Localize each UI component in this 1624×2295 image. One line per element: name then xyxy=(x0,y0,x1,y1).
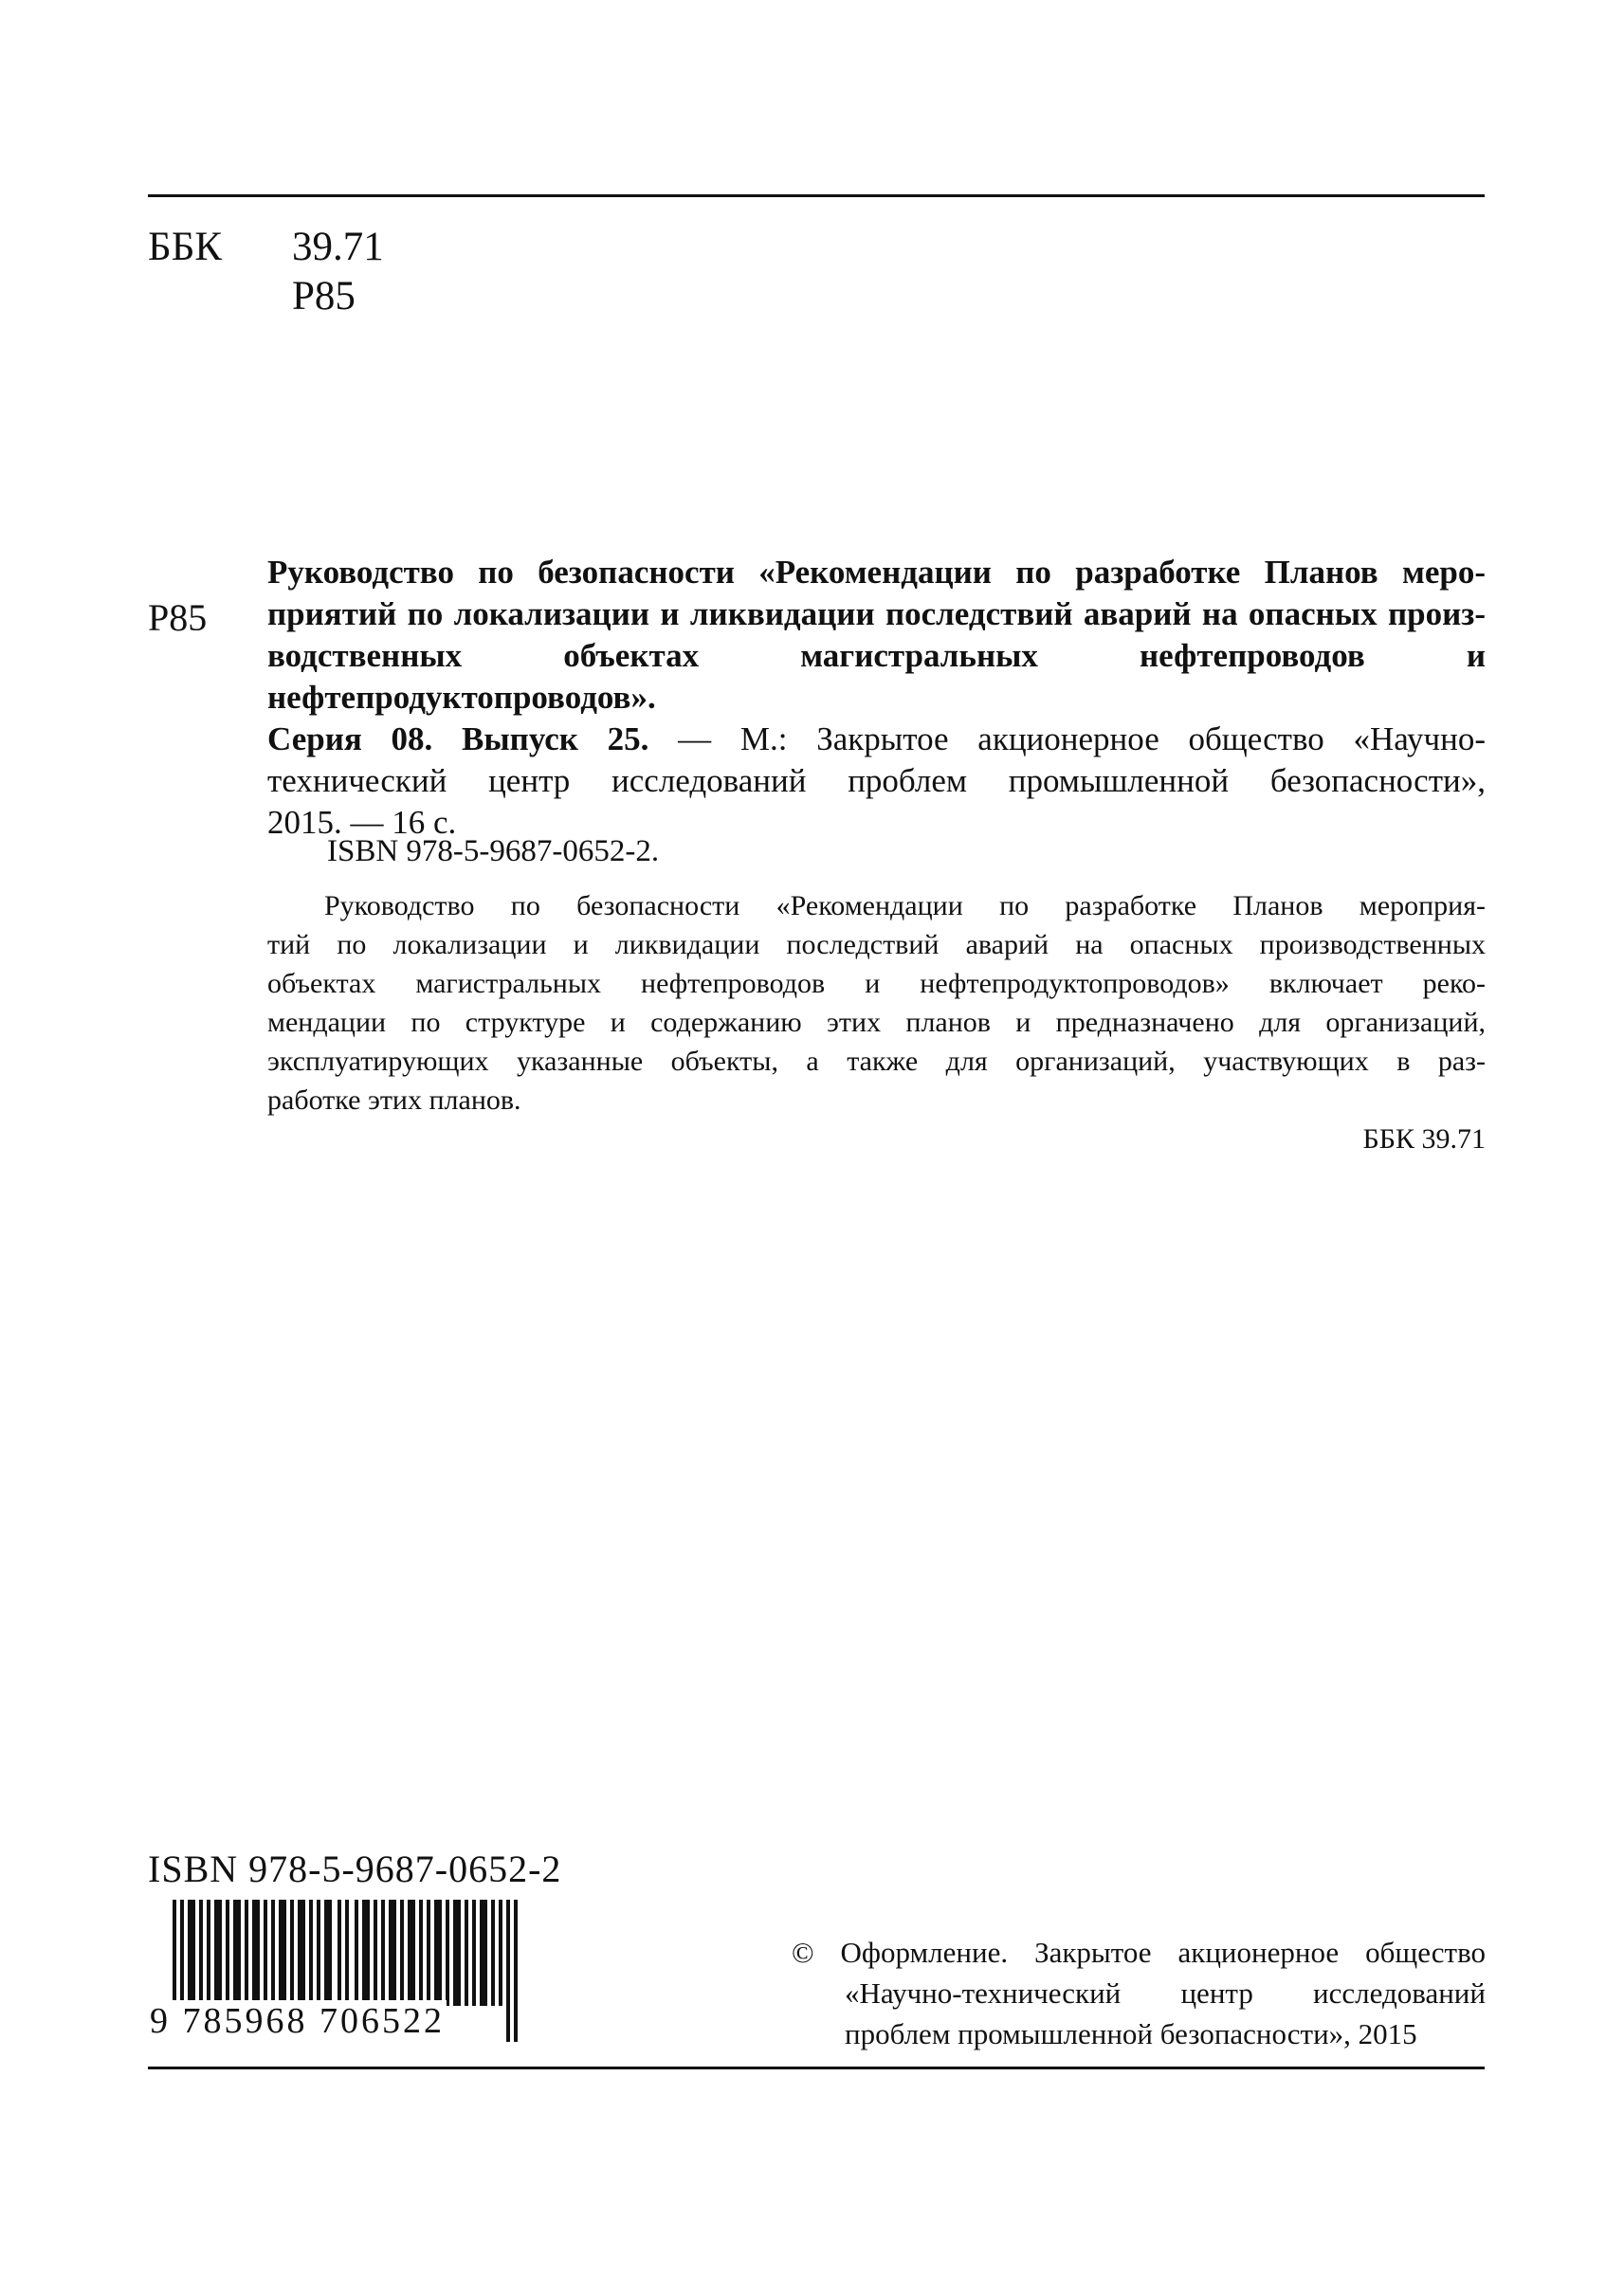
abstract-line: мендации по структуре и содержанию этих планов и предназначено для организаций, xyxy=(267,1007,1486,1038)
abstract-line: объектах магистральных нефтепроводов и нефтепродуктопроводов» включает реко- xyxy=(267,968,1486,999)
top-rule xyxy=(148,194,1485,197)
abstract xyxy=(267,886,1486,1120)
reference-title-line: водственных объектах магистральных нефтепроводов и нефтепродуктопроводов». xyxy=(267,637,1486,716)
isbn-text: ISBN 978-5-9687-0652-2. xyxy=(327,834,660,868)
reference-series-line xyxy=(267,719,1486,760)
barcode-isbn: ISBN 978-5-9687-0652-2 xyxy=(148,1848,562,1890)
bibliographic-reference xyxy=(267,552,1486,844)
series-label: Серия 08. Выпуск 25. xyxy=(267,720,649,757)
copyright-line: «Научно-технический центр исследований xyxy=(845,1976,1486,2010)
copyright-notice xyxy=(792,1932,1486,2054)
author-mark: Р85 xyxy=(292,274,356,319)
abstract-line: Руководство по безопасности «Рекомендации по разработке Планов мероприя- xyxy=(324,890,1486,921)
bbk-label: ББК xyxy=(148,225,223,269)
abstract-line: работке этих планов. xyxy=(267,1084,521,1116)
abstract-bbk: ББК 39.71 xyxy=(1362,1123,1486,1155)
copyright-line: © Оформление. Закрытое акционерное общество xyxy=(792,1936,1486,1969)
reference-year-pages: 2015. — 16 с. xyxy=(267,804,457,841)
copyright-line: проблем промышленной безопасности», 2015 xyxy=(845,2017,1417,2050)
reference-title-line: приятий по локализации и ликвидации последствий аварий на опасных произ- xyxy=(267,595,1486,632)
barcode-digits: 9 785968 706522 xyxy=(150,2001,445,2041)
publisher-text: — М.: Закрытое акционерное общество «Научно- xyxy=(648,720,1486,757)
reference-author-mark: Р85 xyxy=(148,596,208,639)
abstract-line: эксплуатирующих указанные объекты, а также для организаций, участвующих в раз- xyxy=(267,1046,1486,1077)
bottom-rule xyxy=(148,2067,1485,2069)
reference-title-line: Руководство по безопасности «Рекомендации по разработке Планов меро- xyxy=(267,554,1486,591)
bbk-code: 39.71 xyxy=(292,225,384,269)
abstract-line: тий по локализации и ликвидации последствий аварий на опасных производственных xyxy=(267,929,1486,960)
reference-publisher-line: технический центр исследований проблем промышленной безопасности», xyxy=(267,762,1486,799)
